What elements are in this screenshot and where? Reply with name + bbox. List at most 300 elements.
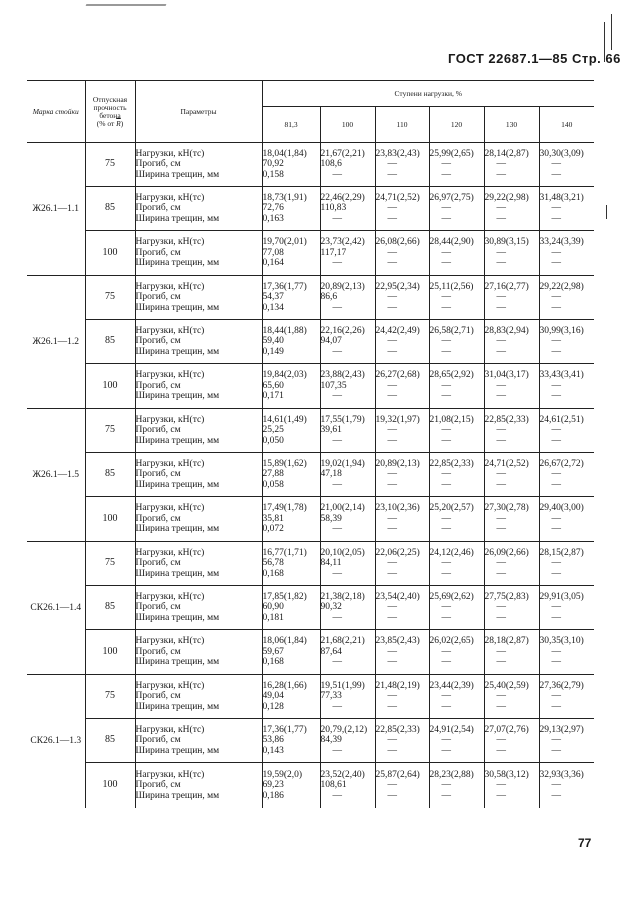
param-label: Нагрузки, кН(тс) <box>135 591 205 602</box>
cell-value: — <box>387 568 397 579</box>
stage-header: 140 <box>539 107 594 143</box>
param-label: Прогиб, см <box>135 336 181 347</box>
row-strength: 100 <box>85 231 135 276</box>
value-cell <box>262 675 320 719</box>
row-mark: СК26.1—1.4 <box>27 542 85 675</box>
cell-value: — <box>441 169 451 180</box>
cell-value: — <box>332 745 342 756</box>
param-label: Прогиб, см <box>135 203 181 214</box>
cell-value: — <box>551 258 561 269</box>
cell-value: — <box>387 646 397 657</box>
value-cell <box>429 320 484 364</box>
cell-value: 27,30(2,78) <box>484 503 529 514</box>
value-cell <box>375 675 429 719</box>
cell-value: 21,38(2,18) <box>320 591 365 602</box>
value-cell <box>484 231 539 276</box>
value-cell <box>539 320 594 364</box>
cell-value: — <box>551 568 561 579</box>
param-label: Нагрузки, кН(тс) <box>135 680 205 691</box>
cell-value: — <box>496 425 506 436</box>
cell-value: — <box>496 247 506 258</box>
value-cell <box>484 586 539 630</box>
cell-value: 70,92 <box>262 159 284 170</box>
param-label: Прогиб, см <box>135 469 181 480</box>
cell-value: 28,23(2,88) <box>429 769 474 780</box>
row-mark: Ж26.1—1.5 <box>27 409 85 542</box>
value-cell <box>484 497 539 542</box>
row-strength: 75 <box>85 409 135 453</box>
cell-value: 16,77(1,71) <box>262 547 307 558</box>
cell-value: 47,18 <box>320 469 342 480</box>
value-cell <box>262 763 320 808</box>
value-cell <box>539 630 594 675</box>
cell-value: 24,71(2,52) <box>375 192 420 203</box>
header-params: Параметры <box>135 81 262 143</box>
value-cell <box>262 409 320 453</box>
value-cell <box>320 143 375 187</box>
cell-value: — <box>551 302 561 313</box>
cell-value: 23,10(2,36) <box>375 503 420 514</box>
cell-value: — <box>496 380 506 391</box>
cell-value: 29,22(2,98) <box>539 281 584 292</box>
cell-value: — <box>332 213 342 224</box>
table-row <box>27 143 594 187</box>
table-row <box>27 542 594 586</box>
row-strength: 75 <box>85 276 135 320</box>
cell-value: 77,33 <box>320 691 342 702</box>
cell-value: — <box>387 513 397 524</box>
value-cell <box>262 719 320 763</box>
cell-value: — <box>387 657 397 668</box>
cell-value: 23,83(2,43) <box>375 148 420 159</box>
cell-value: 28,15(2,87) <box>539 547 584 558</box>
cell-value: 24,42(2,49) <box>375 325 420 336</box>
cell-value: 49,04 <box>262 691 284 702</box>
row-params <box>135 409 262 453</box>
value-cell <box>429 231 484 276</box>
row-params <box>135 763 262 808</box>
cell-value: 20,10(2,05) <box>320 547 365 558</box>
param-label: Прогиб, см <box>135 292 181 303</box>
value-cell <box>320 364 375 409</box>
value-cell <box>262 143 320 187</box>
cell-value: 72,76 <box>262 203 284 214</box>
param-label: Ширина трещин, мм <box>135 612 220 623</box>
row-mark: Ж26.1—1.1 <box>27 143 85 276</box>
row-strength: 100 <box>85 630 135 675</box>
value-cell <box>262 453 320 497</box>
margin-mark <box>611 14 612 50</box>
param-label: Ширина трещин, мм <box>135 701 220 712</box>
cell-value: 21,48(2,19) <box>375 680 420 691</box>
cell-value: — <box>387 524 397 535</box>
cell-value: — <box>551 780 561 790</box>
cell-value: — <box>496 292 506 303</box>
cell-value: — <box>332 391 342 402</box>
cell-value: — <box>496 435 506 446</box>
cell-value: — <box>441 513 451 524</box>
cell-value: 17,36(1,77) <box>262 724 307 735</box>
param-label: Нагрузки, кН(тс) <box>135 370 205 381</box>
cell-value: — <box>387 258 397 269</box>
cell-value: — <box>551 745 561 756</box>
cell-value: 26,02(2,65) <box>429 636 474 647</box>
value-cell <box>262 320 320 364</box>
cell-value: 108,61 <box>320 780 347 790</box>
cell-value: 17,36(1,77) <box>262 281 307 292</box>
cell-value: — <box>441 612 451 623</box>
row-params <box>135 630 262 675</box>
cell-value: — <box>387 391 397 402</box>
param-label: Прогиб, см <box>135 380 181 391</box>
cell-value: 30,89(3,15) <box>484 237 529 248</box>
value-cell <box>539 586 594 630</box>
value-cell <box>539 187 594 231</box>
cell-value: — <box>496 336 506 347</box>
value-cell <box>484 675 539 719</box>
row-strength: 100 <box>85 763 135 808</box>
stage-header: 130 <box>484 107 539 143</box>
param-label: Нагрузки, кН(тс) <box>135 192 205 203</box>
value-cell <box>320 630 375 675</box>
param-label: Ширина трещин, мм <box>135 745 220 756</box>
cell-value: — <box>387 292 397 303</box>
value-cell <box>375 231 429 276</box>
cell-value: 27,07(2,76) <box>484 724 529 735</box>
cell-value: 23,73(2,42) <box>320 237 365 248</box>
cell-value: — <box>496 524 506 535</box>
value-cell <box>375 187 429 231</box>
value-cell <box>539 497 594 542</box>
value-cell <box>539 675 594 719</box>
cell-value: 18,06(1,84) <box>262 636 307 647</box>
stage-header: 120 <box>429 107 484 143</box>
cell-value: — <box>387 735 397 746</box>
value-cell <box>484 187 539 231</box>
cell-value: 18,04(1,84) <box>262 148 307 159</box>
cell-value: 21,00(2,14) <box>320 503 365 514</box>
value-cell <box>484 453 539 497</box>
value-cell <box>429 453 484 497</box>
cell-value: 20,89(2,13) <box>375 458 420 469</box>
cell-value: 31,48(3,21) <box>539 192 584 203</box>
cell-value: 117,17 <box>320 247 347 258</box>
value-cell <box>262 276 320 320</box>
stage-header: 81,3 <box>262 107 320 143</box>
param-label: Ширина трещин, мм <box>135 657 220 668</box>
value-cell <box>262 586 320 630</box>
cell-value: — <box>441 425 451 436</box>
cell-value: 18,73(1,91) <box>262 192 307 203</box>
cell-value: 28,44(2,90) <box>429 237 474 248</box>
param-label: Ширина трещин, мм <box>135 568 220 579</box>
cell-value: 87,64 <box>320 646 342 657</box>
cell-value: 25,25 <box>262 425 284 436</box>
cell-value: 25,20(2,57) <box>429 503 474 514</box>
cell-value: — <box>441 568 451 579</box>
header-stages: Ступени нагрузки, % <box>262 81 594 107</box>
cell-value: — <box>332 612 342 623</box>
cell-value: — <box>441 657 451 668</box>
cell-value: 0,072 <box>262 524 284 535</box>
param-label: Прогиб, см <box>135 780 181 790</box>
row-strength: 85 <box>85 586 135 630</box>
stage-header: 110 <box>375 107 429 143</box>
value-cell <box>539 276 594 320</box>
cell-value: 22,46(2,29) <box>320 192 365 203</box>
cell-value: — <box>387 602 397 613</box>
cell-value: 28,18(2,87) <box>484 636 529 647</box>
table-row <box>27 231 594 276</box>
value-cell <box>429 143 484 187</box>
param-label: Нагрузки, кН(тс) <box>135 148 205 159</box>
cell-value: — <box>441 790 451 801</box>
cell-value: — <box>551 292 561 303</box>
cell-value: 23,88(2,43) <box>320 370 365 381</box>
stage-header: 100 <box>320 107 375 143</box>
cell-value: — <box>441 646 451 657</box>
cell-value: 0,134 <box>262 302 284 313</box>
cell-value: — <box>496 213 506 224</box>
cell-value: — <box>332 790 342 801</box>
value-cell <box>262 187 320 231</box>
row-params <box>135 453 262 497</box>
cell-value: 22,16(2,26) <box>320 325 365 336</box>
cell-value: 19,51(1,99) <box>320 680 365 691</box>
cell-value: — <box>551 435 561 446</box>
value-cell <box>539 763 594 808</box>
value-cell <box>484 409 539 453</box>
cell-value: — <box>441 336 451 347</box>
header-mark: Марка стойки <box>27 81 85 143</box>
row-params <box>135 187 262 231</box>
cell-value: 0,058 <box>262 479 284 490</box>
value-cell <box>375 320 429 364</box>
cell-value: 0,181 <box>262 612 284 623</box>
cell-value: — <box>387 790 397 801</box>
table-row <box>27 763 594 808</box>
cell-value: 86,6 <box>320 292 338 303</box>
cell-value: 28,65(2,92) <box>429 370 474 381</box>
param-label: Прогиб, см <box>135 691 181 702</box>
cell-value: — <box>551 336 561 347</box>
cell-value: 24,91(2,54) <box>429 724 474 735</box>
value-cell <box>539 143 594 187</box>
cell-value: 21,68(2,21) <box>320 636 365 647</box>
cell-value: — <box>387 302 397 313</box>
cell-value: 0,050 <box>262 435 284 446</box>
cell-value: — <box>551 558 561 569</box>
cell-value: 19,32(1,97) <box>375 414 420 425</box>
scan-smudge <box>86 4 167 6</box>
cell-value: — <box>496 735 506 746</box>
margin-mark <box>606 205 607 219</box>
value-cell <box>539 719 594 763</box>
cell-value: 35,81 <box>262 513 284 524</box>
cell-value: — <box>387 380 397 391</box>
value-cell <box>320 675 375 719</box>
value-cell <box>429 630 484 675</box>
value-cell <box>539 542 594 586</box>
cell-value: — <box>387 169 397 180</box>
value-cell <box>320 586 375 630</box>
param-label: Нагрузки, кН(тс) <box>135 769 205 780</box>
param-label: Ширина трещин, мм <box>135 169 220 180</box>
value-cell <box>539 231 594 276</box>
cell-value: 23,52(2,40) <box>320 769 365 780</box>
cell-value: 28,14(2,87) <box>484 148 529 159</box>
cell-value: 53,86 <box>262 735 284 746</box>
param-label: Ширина трещин, мм <box>135 524 220 535</box>
cell-value: — <box>496 513 506 524</box>
param-label: Ширина трещин, мм <box>135 302 220 313</box>
cell-value: 18,44(1,88) <box>262 325 307 336</box>
cell-value: — <box>551 657 561 668</box>
cell-value: — <box>551 701 561 712</box>
row-params <box>135 364 262 409</box>
cell-value: — <box>551 479 561 490</box>
param-label: Нагрузки, кН(тс) <box>135 325 205 336</box>
cell-value: 19,84(2,03) <box>262 370 307 381</box>
cell-value: — <box>441 602 451 613</box>
cell-value: — <box>441 780 451 790</box>
param-label: Прогиб, см <box>135 558 181 569</box>
value-cell <box>375 143 429 187</box>
cell-value: 23,44(2,39) <box>429 680 474 691</box>
cell-value: 0,168 <box>262 568 284 579</box>
cell-value: — <box>387 691 397 702</box>
cell-value: 26,09(2,66) <box>484 547 529 558</box>
cell-value: 26,67(2,72) <box>539 458 584 469</box>
cell-value: 0,171 <box>262 391 284 402</box>
row-strength: 85 <box>85 320 135 364</box>
page-header: ГОСТ 22687.1—85 Стр. 66 <box>448 51 621 66</box>
cell-value: 26,27(2,68) <box>375 370 420 381</box>
value-cell <box>375 409 429 453</box>
row-strength: 100 <box>85 364 135 409</box>
value-cell <box>429 276 484 320</box>
cell-value: 84,11 <box>320 558 342 569</box>
cell-value: — <box>441 346 451 357</box>
value-cell <box>320 453 375 497</box>
row-params <box>135 231 262 276</box>
row-params <box>135 276 262 320</box>
cell-value: 28,83(2,94) <box>484 325 529 336</box>
cell-value: 25,11(2,56) <box>429 281 474 292</box>
value-cell <box>429 497 484 542</box>
value-cell <box>262 364 320 409</box>
cell-value: 32,93(3,36) <box>539 769 584 780</box>
row-params <box>135 542 262 586</box>
table-row <box>27 630 594 675</box>
cell-value: — <box>441 558 451 569</box>
cell-value: — <box>441 735 451 746</box>
value-cell <box>429 542 484 586</box>
cell-value: — <box>332 657 342 668</box>
cell-value: — <box>387 745 397 756</box>
cell-value: — <box>551 391 561 402</box>
cell-value: — <box>496 391 506 402</box>
cell-value: — <box>496 302 506 313</box>
cell-value: 24,71(2,52) <box>484 458 529 469</box>
cell-value: 69,23 <box>262 780 284 790</box>
cell-value: 33,43(3,41) <box>539 370 584 381</box>
row-strength: 75 <box>85 675 135 719</box>
cell-value: 23,54(2,40) <box>375 591 420 602</box>
value-cell <box>539 453 594 497</box>
cell-value: — <box>496 258 506 269</box>
value-cell <box>484 364 539 409</box>
header-strength-R: $\overline{R}$ <box>116 118 121 128</box>
cell-value: — <box>551 159 561 170</box>
param-label: Прогиб, см <box>135 159 181 170</box>
param-label: Нагрузки, кН(тс) <box>135 503 205 514</box>
cell-value: — <box>387 612 397 623</box>
cell-value: 22,06(2,25) <box>375 547 420 558</box>
cell-value: 23,85(2,43) <box>375 636 420 647</box>
cell-value: — <box>551 735 561 746</box>
cell-value: — <box>332 346 342 357</box>
cell-value: 25,99(2,65) <box>429 148 474 159</box>
cell-value: — <box>496 701 506 712</box>
cell-value: 56,78 <box>262 558 284 569</box>
cell-value: — <box>496 568 506 579</box>
cell-value: 107,35 <box>320 380 347 391</box>
cell-value: — <box>551 524 561 535</box>
cell-value: — <box>387 558 397 569</box>
header-strength-line3: бетона <box>99 110 121 120</box>
cell-value: — <box>551 247 561 258</box>
row-strength: 100 <box>85 497 135 542</box>
cell-value: — <box>441 691 451 702</box>
cell-value: 65,60 <box>262 380 284 391</box>
param-label: Ширина трещин, мм <box>135 435 220 446</box>
cell-value: 110,83 <box>320 203 347 214</box>
cell-value: — <box>332 568 342 579</box>
value-cell <box>320 231 375 276</box>
cell-value: — <box>441 479 451 490</box>
value-cell <box>375 497 429 542</box>
cell-value: — <box>441 258 451 269</box>
param-label: Прогиб, см <box>135 513 181 524</box>
cell-value: 108,6 <box>320 159 342 170</box>
cell-value: — <box>496 169 506 180</box>
row-mark: СК26.1—1.3 <box>27 675 85 808</box>
cell-value: — <box>551 346 561 357</box>
cell-value: — <box>441 213 451 224</box>
value-cell <box>484 276 539 320</box>
value-cell <box>375 630 429 675</box>
table-row <box>27 586 594 630</box>
cell-value: — <box>387 203 397 214</box>
param-label: Прогиб, см <box>135 735 181 746</box>
param-label: Нагрузки, кН(тс) <box>135 547 205 558</box>
cell-value: 29,91(3,05) <box>539 591 584 602</box>
cell-value: 26,97(2,75) <box>429 192 474 203</box>
value-cell <box>320 409 375 453</box>
cell-value: — <box>332 169 342 180</box>
param-label: Нагрузки, кН(тс) <box>135 724 205 735</box>
cell-value: 22,85(2,33) <box>429 458 474 469</box>
cell-value: — <box>551 203 561 214</box>
value-cell <box>320 276 375 320</box>
value-cell <box>484 763 539 808</box>
value-cell <box>484 719 539 763</box>
table-row <box>27 187 594 231</box>
cell-value: — <box>551 469 561 480</box>
cell-value: — <box>387 425 397 436</box>
cell-value: 17,85(1,82) <box>262 591 307 602</box>
